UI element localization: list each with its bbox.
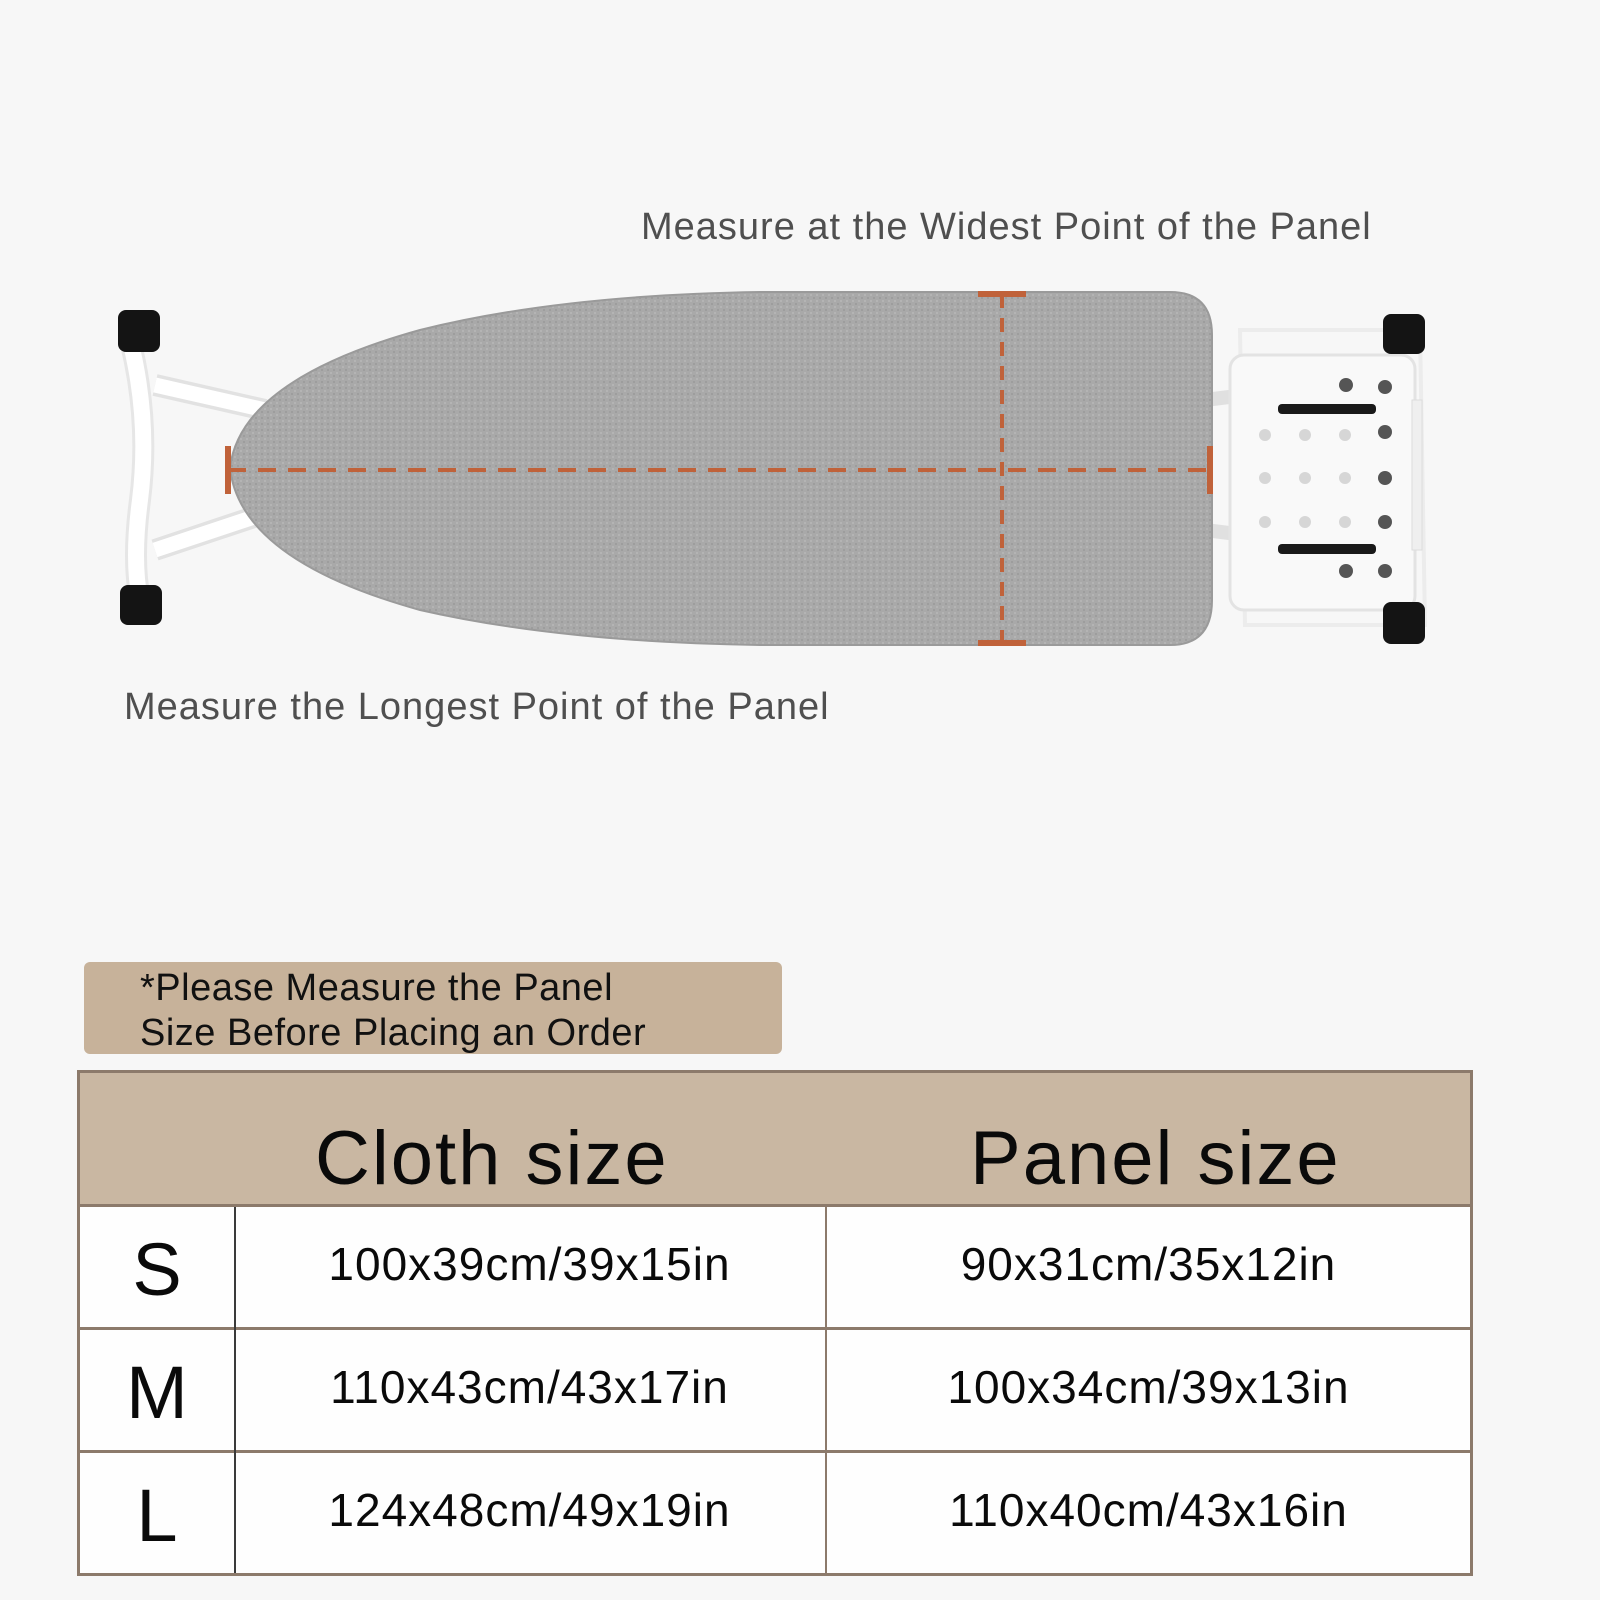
size-label: M <box>126 1351 188 1434</box>
cloth-size-value: 100x39cm/39x15in <box>328 1238 731 1290</box>
order-note <box>84 962 782 1054</box>
cloth-size-value: 110x43cm/43x17in <box>330 1361 729 1413</box>
left-bottom-foot <box>120 585 162 625</box>
table-header-row <box>80 1073 1470 1207</box>
table-row <box>80 1330 1470 1453</box>
caption-longest-point: Measure the Longest Point of the Panel <box>124 686 830 728</box>
table-row <box>80 1207 1470 1330</box>
size-label: S <box>132 1228 182 1311</box>
header-cloth-size: Cloth size <box>315 1116 669 1201</box>
panel-size-value: 110x40cm/43x16in <box>949 1484 1348 1536</box>
left-top-foot <box>118 310 160 352</box>
column-divider <box>234 1207 236 1573</box>
right-top-foot <box>1383 314 1425 354</box>
panel-size-value: 100x34cm/39x13in <box>947 1361 1350 1413</box>
iron-rest <box>1205 314 1425 644</box>
order-note-line-2: Size Before Placing an Order <box>140 1012 647 1054</box>
table-row <box>80 1453 1470 1576</box>
size-table <box>77 1070 1473 1576</box>
panel-size-value: 90x31cm/35x12in <box>960 1238 1337 1290</box>
cloth-size-value: 124x48cm/49x19in <box>328 1484 731 1536</box>
order-note-line-1: *Please Measure the Panel <box>140 967 614 1009</box>
column-divider <box>825 1207 827 1573</box>
right-bottom-foot <box>1383 602 1425 644</box>
size-label: L <box>136 1474 178 1557</box>
ironing-board-illustration <box>0 0 1600 760</box>
header-panel-size: Panel size <box>970 1116 1341 1201</box>
caption-widest-point: Measure at the Widest Point of the Panel <box>641 206 1372 248</box>
